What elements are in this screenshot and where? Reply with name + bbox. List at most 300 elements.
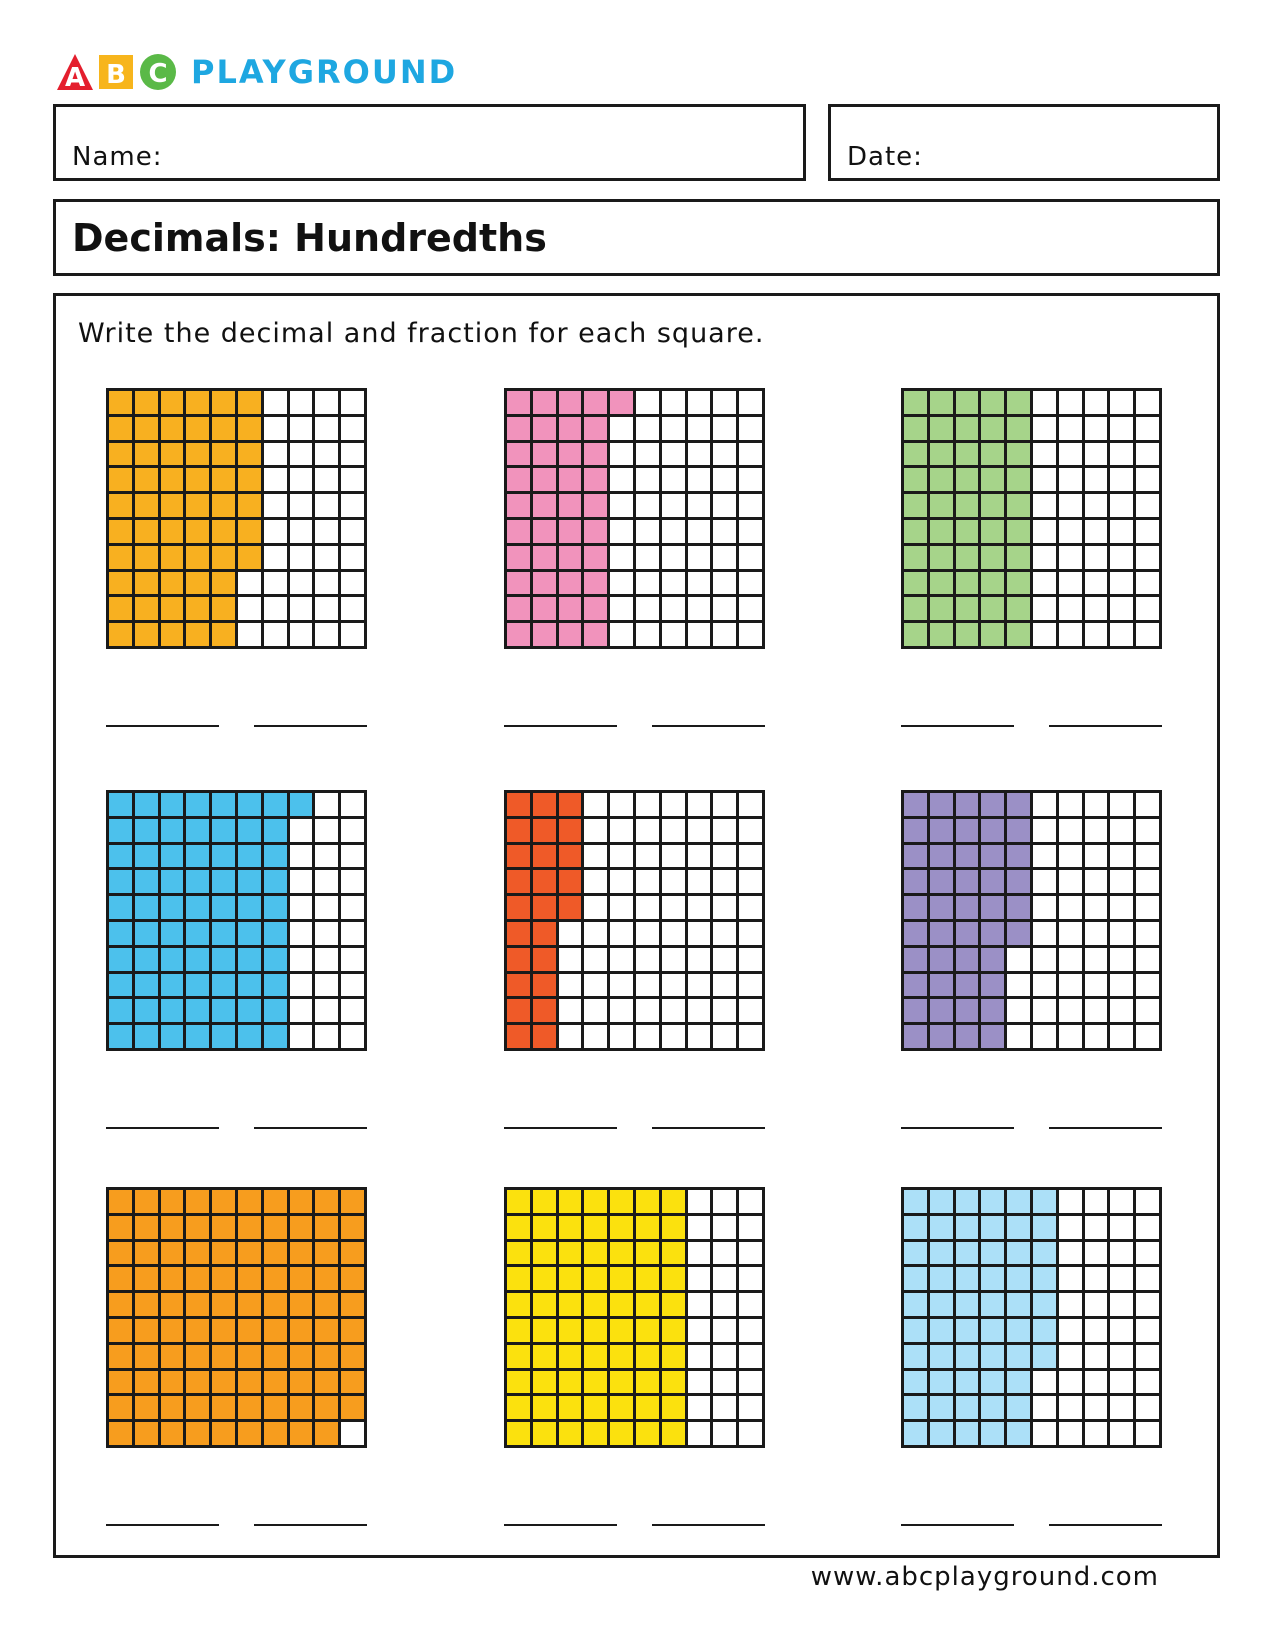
grid-cell — [135, 1345, 158, 1368]
grid-cell — [904, 1242, 927, 1265]
grid-cell — [904, 1293, 927, 1316]
grid-cell — [264, 572, 287, 595]
grid-cell — [290, 896, 313, 919]
grid-cell — [584, 999, 607, 1022]
grid-cell — [1085, 1242, 1108, 1265]
decimal-answer-line[interactable] — [504, 1524, 617, 1526]
grid-cell — [559, 417, 582, 440]
grid-cell — [238, 417, 261, 440]
grid-cell — [186, 1319, 209, 1342]
logo — [55, 52, 457, 92]
grid-cell — [1136, 948, 1159, 971]
grid-cell — [688, 896, 711, 919]
grid-cell — [186, 597, 209, 620]
hundredths-grid — [901, 790, 1162, 1051]
grid-cell — [1007, 546, 1030, 569]
grid-cell — [1136, 1345, 1159, 1368]
grid-cell — [135, 468, 158, 491]
grid-cell — [1110, 417, 1133, 440]
date-field[interactable] — [828, 104, 1220, 181]
grid-cell — [1085, 870, 1108, 893]
grid-cell — [1110, 1422, 1133, 1445]
grid-cell — [739, 546, 762, 569]
grid-cell — [662, 948, 685, 971]
grid-cell — [930, 1190, 953, 1213]
grid-cell — [315, 793, 338, 816]
fraction-answer-line[interactable] — [652, 1127, 765, 1129]
grid-cell — [662, 494, 685, 517]
grid-cell — [1007, 520, 1030, 543]
grid-cell — [507, 623, 530, 646]
grid-cell — [1059, 1267, 1082, 1290]
grid-cell — [1007, 391, 1030, 414]
grid-cell — [186, 870, 209, 893]
grid-cell — [610, 999, 633, 1022]
grid-cell — [713, 468, 736, 491]
grid-cell — [662, 896, 685, 919]
grid-cell — [315, 948, 338, 971]
grid-cell — [533, 999, 556, 1022]
grid-cell — [688, 1371, 711, 1394]
grid-cell — [739, 1371, 762, 1394]
decimal-answer-line[interactable] — [901, 1524, 1014, 1526]
grid-cell — [264, 1319, 287, 1342]
grid-cell — [507, 870, 530, 893]
grid-cell — [533, 793, 556, 816]
grid-cell — [212, 546, 235, 569]
grid-cell — [610, 1190, 633, 1213]
grid-cell — [109, 1267, 132, 1290]
grid-cell — [904, 948, 927, 971]
grid-cell — [290, 922, 313, 945]
grid-cell — [238, 1242, 261, 1265]
grid-cell — [186, 1293, 209, 1316]
grid-cell — [238, 597, 261, 620]
grid-cell — [315, 845, 338, 868]
grid-cell — [135, 1190, 158, 1213]
grid-cell — [109, 922, 132, 945]
decimal-answer-line[interactable] — [901, 1127, 1014, 1129]
grid-cell — [981, 443, 1004, 466]
grid-cell — [212, 1267, 235, 1290]
grid-cell — [688, 1293, 711, 1316]
grid-cell — [264, 443, 287, 466]
grid-cell — [739, 1396, 762, 1419]
logo-letter-c: C — [148, 59, 168, 89]
grid-cell — [636, 546, 659, 569]
hundredths-grid — [106, 790, 367, 1051]
grid-cell — [688, 948, 711, 971]
grid-cell — [212, 896, 235, 919]
grid-cell — [1085, 1025, 1108, 1048]
grid-cell — [739, 520, 762, 543]
grid-cell — [1110, 391, 1133, 414]
grid-cell — [981, 922, 1004, 945]
grid-cell — [161, 1216, 184, 1239]
grid-cell — [610, 819, 633, 842]
grid-cell — [238, 1025, 261, 1048]
grid-cell — [1033, 597, 1056, 620]
grid-cell — [135, 1293, 158, 1316]
grid-cell — [533, 974, 556, 997]
grid-cell — [713, 948, 736, 971]
grid-cell — [315, 494, 338, 517]
grid-cell — [212, 1242, 235, 1265]
grid-cell — [981, 597, 1004, 620]
grid-cell — [559, 520, 582, 543]
grid-cell — [1059, 1242, 1082, 1265]
grid-cell — [713, 1396, 736, 1419]
grid-cell — [186, 468, 209, 491]
grid-cell — [1136, 546, 1159, 569]
grid-cell — [636, 819, 659, 842]
grid-cell — [212, 845, 235, 868]
grid-cell — [662, 1025, 685, 1048]
grid-cell — [559, 999, 582, 1022]
grid-cell — [1136, 1371, 1159, 1394]
grid-cell — [1059, 391, 1082, 414]
decimal-answer-line[interactable] — [106, 1524, 219, 1526]
grid-cell — [1110, 948, 1133, 971]
grid-cell — [662, 1216, 685, 1239]
grid-cell — [584, 494, 607, 517]
grid-cell — [161, 1190, 184, 1213]
grid-cell — [290, 391, 313, 414]
grid-cell — [341, 546, 364, 569]
grid-cell — [507, 819, 530, 842]
grid-cell — [1136, 845, 1159, 868]
grid-cell — [238, 1293, 261, 1316]
grid-cell — [636, 1319, 659, 1342]
grid-cell — [212, 948, 235, 971]
grid-cell — [688, 922, 711, 945]
grid-cell — [212, 819, 235, 842]
grid-cell — [559, 793, 582, 816]
grid-cell — [507, 520, 530, 543]
grid-cell — [290, 1422, 313, 1445]
grid-cell — [559, 1396, 582, 1419]
fraction-answer-line[interactable] — [652, 1524, 765, 1526]
grid-cell — [1007, 974, 1030, 997]
grid-cell — [1033, 623, 1056, 646]
grid-cell — [636, 1216, 659, 1239]
grid-cell — [956, 896, 979, 919]
grid-cell — [264, 922, 287, 945]
decimal-answer-line[interactable] — [106, 725, 219, 727]
grid-cell — [109, 572, 132, 595]
grid-cell — [161, 1422, 184, 1445]
grid-cell — [186, 1216, 209, 1239]
grid-cell — [739, 1422, 762, 1445]
grid-cell — [109, 1345, 132, 1368]
grid-cell — [212, 922, 235, 945]
grid-cell — [315, 597, 338, 620]
grid-cell — [341, 1293, 364, 1316]
grid-cell — [559, 572, 582, 595]
grid-cell — [662, 546, 685, 569]
grid-cell — [713, 597, 736, 620]
grid-cell — [930, 1293, 953, 1316]
grid-cell — [1110, 1345, 1133, 1368]
grid-cell — [739, 417, 762, 440]
grid-cell — [186, 1190, 209, 1213]
grid-cell — [904, 572, 927, 595]
grid-cell — [186, 1345, 209, 1368]
grid-cell — [930, 999, 953, 1022]
grid-cell — [161, 1025, 184, 1048]
grid-cell — [904, 896, 927, 919]
grid-cell — [981, 974, 1004, 997]
grid-cell — [533, 1216, 556, 1239]
grid-cell — [1059, 546, 1082, 569]
grid-cell — [507, 948, 530, 971]
grid-cell — [739, 1319, 762, 1342]
grid-cell — [507, 1293, 530, 1316]
grid-cell — [290, 1293, 313, 1316]
grid-cell — [739, 443, 762, 466]
grid-cell — [662, 1293, 685, 1316]
grid-cell — [161, 948, 184, 971]
grid-cell — [636, 1293, 659, 1316]
grid-cell — [930, 922, 953, 945]
grid-cell — [341, 597, 364, 620]
grid-cell — [109, 1371, 132, 1394]
grid-cell — [956, 1293, 979, 1316]
grid-cell — [1059, 948, 1082, 971]
grid-cell — [930, 468, 953, 491]
grid-cell — [610, 845, 633, 868]
grid-cell — [904, 845, 927, 868]
grid-cell — [315, 870, 338, 893]
grid-cell — [1059, 793, 1082, 816]
grid-cell — [713, 391, 736, 414]
grid-cell — [662, 845, 685, 868]
name-field[interactable] — [53, 104, 806, 181]
grid-cell — [161, 443, 184, 466]
decimal-answer-line[interactable] — [504, 1127, 617, 1129]
grid-cell — [1007, 417, 1030, 440]
grid-cell — [1110, 1025, 1133, 1048]
grid-cell — [1136, 417, 1159, 440]
grid-cell — [688, 494, 711, 517]
grid-cell — [290, 443, 313, 466]
grid-cell — [264, 546, 287, 569]
grid-cell — [135, 1025, 158, 1048]
grid-cell — [904, 1190, 927, 1213]
grid-cell — [981, 896, 1004, 919]
grid-cell — [1110, 597, 1133, 620]
grid-cell — [264, 468, 287, 491]
grid-cell — [1033, 417, 1056, 440]
grid-cell — [981, 1319, 1004, 1342]
grid-cell — [264, 1242, 287, 1265]
grid-cell — [186, 1422, 209, 1445]
instructions: Write the decimal and fraction for each square. — [78, 318, 765, 349]
grid-cell — [212, 870, 235, 893]
fraction-answer-line[interactable] — [1049, 1524, 1162, 1526]
grid-cell — [161, 391, 184, 414]
grid-cell — [1136, 1319, 1159, 1342]
grid-cell — [1059, 1293, 1082, 1316]
grid-cell — [930, 520, 953, 543]
grid-cell — [1085, 896, 1108, 919]
grid-cell — [713, 520, 736, 543]
grid-cell — [1007, 1216, 1030, 1239]
grid-cell — [238, 1267, 261, 1290]
grid-cell — [135, 793, 158, 816]
grid-cell — [507, 1396, 530, 1419]
grid-cell — [264, 999, 287, 1022]
grid-cell — [688, 443, 711, 466]
grid-cell — [238, 443, 261, 466]
grid-cell — [1110, 922, 1133, 945]
grid-cell — [1033, 1371, 1056, 1394]
grid-cell — [264, 948, 287, 971]
fraction-answer-line[interactable] — [1049, 725, 1162, 727]
grid-cell — [930, 1345, 953, 1368]
grid-cell — [1059, 1216, 1082, 1239]
grid-cell — [930, 597, 953, 620]
grid-cell — [688, 793, 711, 816]
grid-cell — [290, 468, 313, 491]
hundredths-grid — [106, 1187, 367, 1448]
grid-cell — [507, 793, 530, 816]
grid-cell — [584, 948, 607, 971]
grid-cell — [161, 546, 184, 569]
grid-cell — [341, 1025, 364, 1048]
grid-cell — [739, 974, 762, 997]
grid-cell — [264, 597, 287, 620]
grid-cell — [584, 572, 607, 595]
grid-cell — [264, 520, 287, 543]
grid-cell — [341, 1345, 364, 1368]
grid-cell — [341, 417, 364, 440]
grid-cell — [186, 1025, 209, 1048]
grid-cell — [1136, 1422, 1159, 1445]
grid-cell — [1033, 443, 1056, 466]
grid-cell — [161, 845, 184, 868]
grid-cell — [1059, 1345, 1082, 1368]
fraction-answer-line[interactable] — [254, 725, 367, 727]
fraction-answer-line[interactable] — [254, 1127, 367, 1129]
grid-cell — [1033, 1319, 1056, 1342]
grid-cell — [341, 974, 364, 997]
decimal-answer-line[interactable] — [504, 725, 617, 727]
grid-cell — [135, 1216, 158, 1239]
grid-cell — [1033, 391, 1056, 414]
grid-cell — [212, 1345, 235, 1368]
grid-cell — [212, 1293, 235, 1316]
grid-cell — [739, 391, 762, 414]
grid-cell — [533, 819, 556, 842]
grid-cell — [533, 1319, 556, 1342]
grid-cell — [1033, 793, 1056, 816]
grid-cell — [533, 572, 556, 595]
grid-cell — [904, 520, 927, 543]
grid-cell — [264, 623, 287, 646]
grid-cell — [688, 623, 711, 646]
grid-cell — [584, 443, 607, 466]
grid-cell — [688, 1025, 711, 1048]
grid-cell — [584, 468, 607, 491]
grid-cell — [315, 999, 338, 1022]
grid-cell — [636, 597, 659, 620]
grid-cell — [533, 1242, 556, 1265]
fraction-answer-line[interactable] — [652, 725, 765, 727]
grid-cell — [290, 494, 313, 517]
grid-cell — [161, 1319, 184, 1342]
grid-cell — [904, 1267, 927, 1290]
grid-cell — [713, 417, 736, 440]
grid-cell — [186, 819, 209, 842]
grid-cell — [315, 417, 338, 440]
grid-cell — [212, 1190, 235, 1213]
grid-cell — [533, 1293, 556, 1316]
grid-cell — [315, 1216, 338, 1239]
grid-cell — [290, 819, 313, 842]
grid-cell — [559, 1242, 582, 1265]
grid-cell — [290, 1216, 313, 1239]
grid-cell — [161, 572, 184, 595]
grid-cell — [1085, 1267, 1108, 1290]
grid-cell — [341, 443, 364, 466]
grid-cell — [584, 1216, 607, 1239]
grid-cell — [135, 391, 158, 414]
grid-cell — [688, 1267, 711, 1290]
grid-cell — [559, 1422, 582, 1445]
grid-cell — [1085, 793, 1108, 816]
grid-cell — [636, 922, 659, 945]
grid-cell — [264, 819, 287, 842]
grid-cell — [109, 1422, 132, 1445]
grid-cell — [688, 1190, 711, 1213]
grid-cell — [956, 870, 979, 893]
decimal-answer-line[interactable] — [106, 1127, 219, 1129]
grid-cell — [610, 520, 633, 543]
grid-cell — [109, 1190, 132, 1213]
fraction-answer-line[interactable] — [254, 1524, 367, 1526]
grid-cell — [688, 1216, 711, 1239]
grid-cell — [1059, 922, 1082, 945]
grid-cell — [161, 1371, 184, 1394]
grid-cell — [341, 1422, 364, 1445]
grid-cell — [161, 623, 184, 646]
grid-cell — [584, 1025, 607, 1048]
grid-cell — [161, 870, 184, 893]
grid-cell — [610, 1319, 633, 1342]
grid-cell — [238, 1319, 261, 1342]
grid-cell — [315, 819, 338, 842]
grid-cell — [981, 417, 1004, 440]
grid-cell — [315, 468, 338, 491]
grid-cell — [1033, 1422, 1056, 1445]
grid-cell — [1007, 1319, 1030, 1342]
grid-cell — [1085, 1422, 1108, 1445]
grid-cell — [981, 572, 1004, 595]
grid-cell — [533, 1025, 556, 1048]
grid-cell — [662, 793, 685, 816]
grid-cell — [904, 922, 927, 945]
grid-cell — [688, 999, 711, 1022]
fraction-answer-line[interactable] — [1049, 1127, 1162, 1129]
grid-cell — [956, 623, 979, 646]
grid-cell — [264, 417, 287, 440]
decimal-answer-line[interactable] — [901, 725, 1014, 727]
grid-cell — [341, 572, 364, 595]
grid-cell — [662, 1190, 685, 1213]
grid-cell — [315, 1293, 338, 1316]
grid-cell — [930, 494, 953, 517]
